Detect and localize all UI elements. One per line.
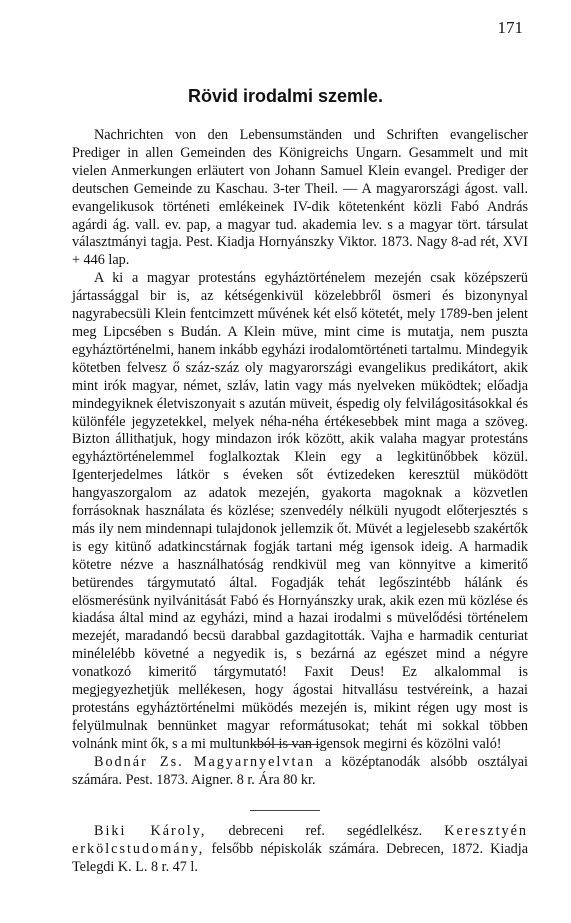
review-block-bodnar <box>72 754 528 790</box>
section-title: Rövid irodalmi szemle. <box>187 86 384 106</box>
entry-author: Bodnár Zs. <box>94 754 184 770</box>
review-entry <box>72 754 528 790</box>
entry-intro: debreceni ref. segédlelkész. <box>228 823 423 839</box>
review-citation: Nachrichten von den Lebensumständen und Schriften evangelischer Prediger in allen Gemeinden des Königreichs Ungarn. Gesammelt und mit vielen Anmerkungen erläutert von Johann Samuel Klein evangel. Prediger der deutschen Gemeinde zu Kaschau. 3-ter Theil. — A magyarországi ágost. vall. evangelikusok történeti emlékeinek IV-dik kötetenként közli Fabó András agárdi ág. vall. ev. pap, a magyar tud. akademia lev. s a magyar tört. társulat választmányi tagja. Pest. Kiadja Hornyánszky Viktor. 1873. Nagy 8-ad rét, XVI + 446 lap. <box>72 127 528 269</box>
entry-text: a középtanodák alsóbb osztályai számára. Pest. 1873. Aigner. 8 r. Ára 80 kr. <box>72 754 528 788</box>
entry-title: Keresztyén erkölcstudomány, <box>72 823 529 857</box>
entry-title: Magyarnyelvtan <box>193 754 315 770</box>
entry-author: Biki Károly, <box>94 823 207 839</box>
review-block-biki <box>72 823 528 877</box>
entry-text: felsőbb népiskolák számára. Debrecen, 1872. Kiadja Telegdi K. L. 8 r. 47 l. <box>72 840 529 875</box>
review-block-klein <box>72 127 528 754</box>
separator-rule <box>250 810 320 811</box>
page-number: 171 <box>497 18 523 37</box>
review-body: A ki a magyar protestáns egyháztörténelem mezején csak középszerü jártassággal bir is, az kétségenkivül közelebbről ösmeri és bizonynyal nagyrabecsüli Klein fentcimzett művének két első kötetét, mely 1789-ben jelent meg Lipcsében s Budán. A Klein müve, mint cime is mutatja, nem pusztа egyháztörténelmi, hanem inkább egyházi irodalomtörténeti tartalmu. Mindegyik kötetben felvesz ő száz-száz oly magyarországi evangelikus predikátort, akik mint irók magyar, német, szláv, latin vagy más nyelveken müködtek; előadja mindegyiknek életviszonyait s azután müveit, éspedig oly felvilágositásokkal és különféle jegyzetekkel, melyek néha-néha értékesebbek mint maga a szöveg. Bizton állithatjuk, hogy mindazon irók között, akik valaha magyar protestáns egyháztörténelemmel foglalkoztak Klein egy a legkitünőbbek közül. Igenterjedelmes látkör s éveken sőt évtizedeken keresztül müködött hangyaszorgalom az adatok mezején, gyakorta magoknak a közvetlen forrásoknak használata és közlése; szenvedély nélküli nyugodt előterjesztés s más ily nem mindennapi tulajdonok jellemzik őt. Müvét a legjelesebb szakértők is egy kitünő adatkincstárnak fogják tartani még igensok ideig. A harmadik kötetre nézve a használhatóság rendkivül meg van könnyitve a kimeritő betürendes tárgymutató által. Fogadják tehát legőszintébb hálánk és elösmerésünk nyilvánitását Fabó és Hornyánszky urak, akik ezen mü közlése és kiadása által mind az egyházi, mind a hazai irodalmi s müvelődési történelem mezejét, maradandó becsü darabbal gazdagitották. Vajha e harmadik centuriat minélelébb követné a negyedik is, s bezárná az egészet mind a négyre vonatkozó kimeritő tárgymutató! Faxit Deus! Ez alkalommal is megjegyezhetjük mellékesen, hogy ágostai hitvallásu testvéreink, a hazai protestáns egyháztörténelmi müködés mezején is, mikint régen ugy most is felyülmulnak bennünket magyar reformátusokat; tehát mi sokkal többen volnánk mint ők, s a mi multunkból is van igensok megirni és közölni való! <box>72 270 528 752</box>
review-entry <box>72 823 528 877</box>
separator-rule <box>250 744 320 745</box>
